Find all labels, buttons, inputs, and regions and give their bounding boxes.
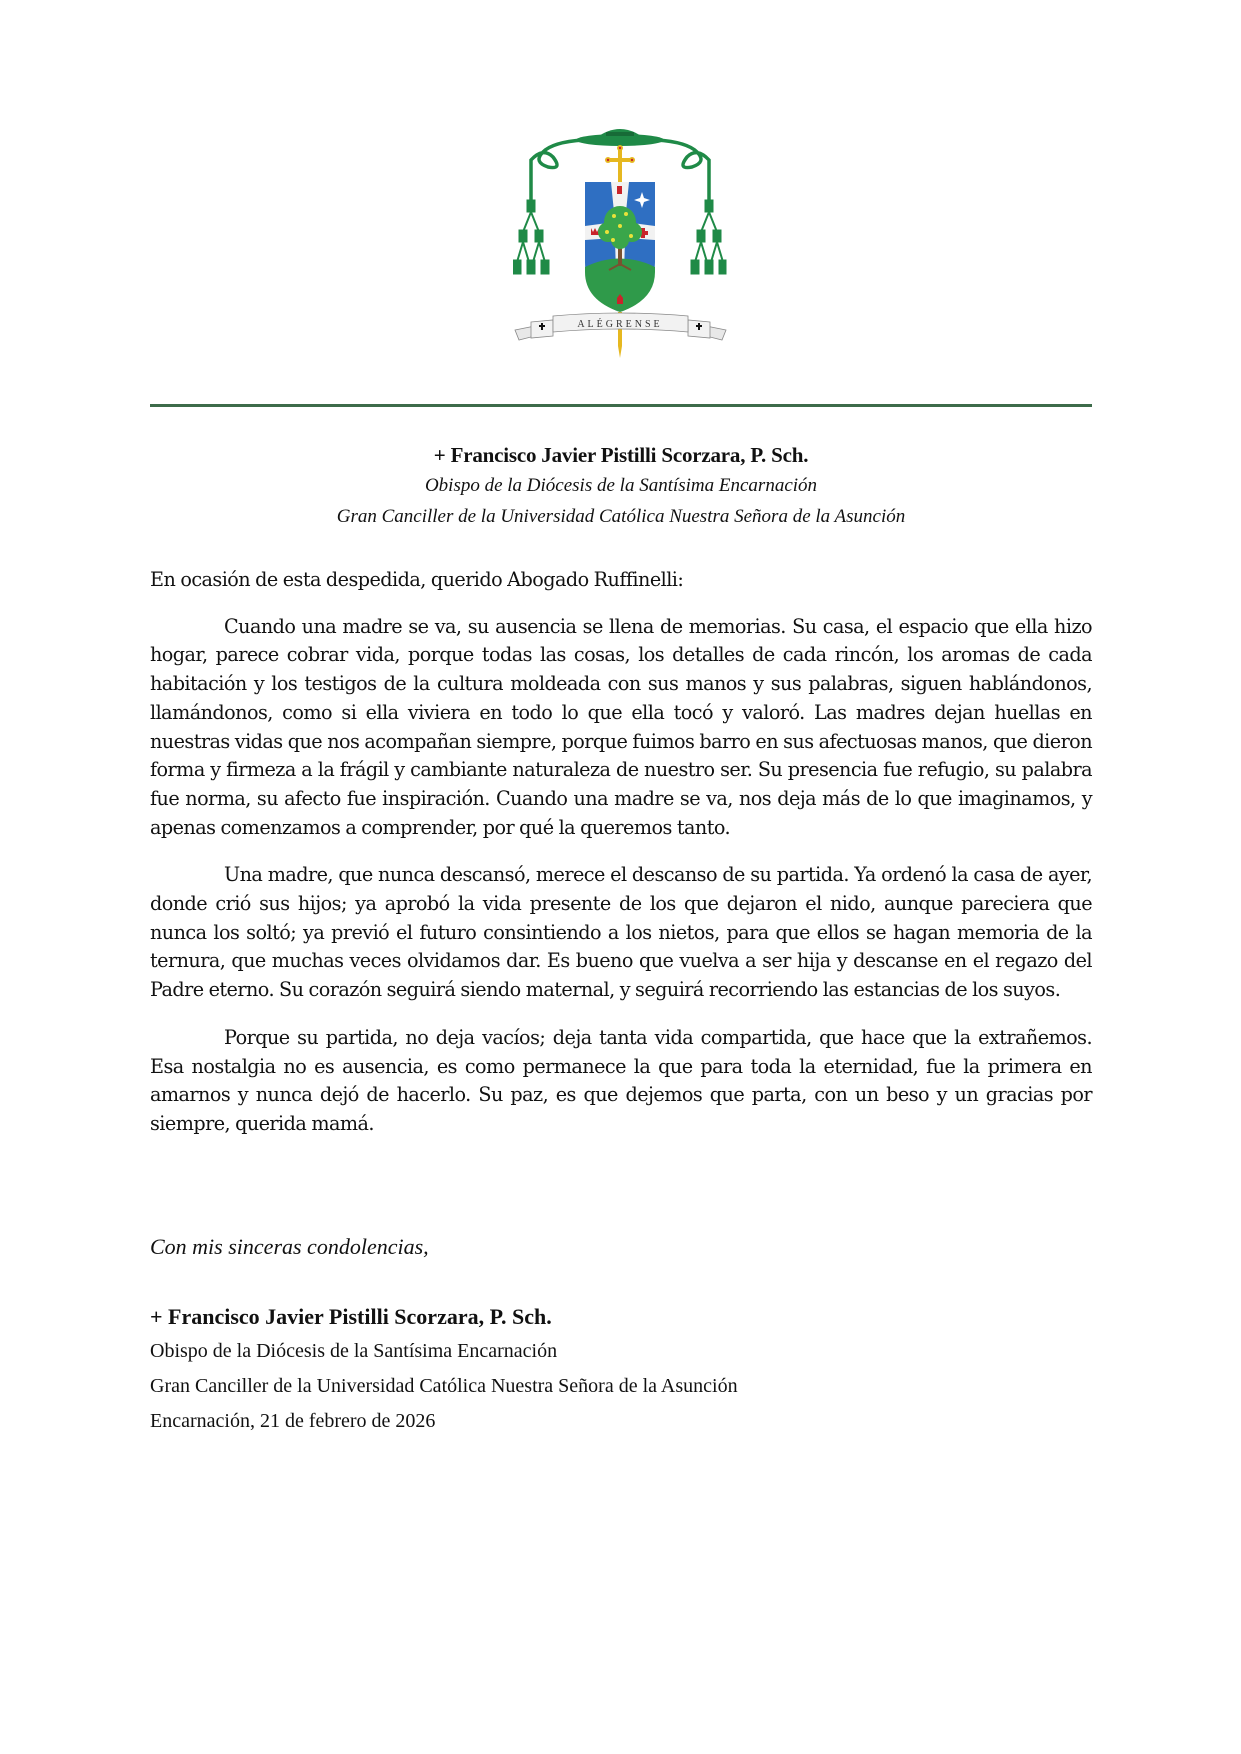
closing: Con mis sinceras condolencias,	[150, 1234, 429, 1259]
signature-block	[150, 1300, 738, 1439]
crest-motto: ALÉGRENSE	[577, 319, 663, 330]
signature-name: + Francisco Javier Pistilli Scorzara, P. Sch.	[150, 1304, 552, 1329]
header-divider	[150, 404, 1092, 407]
coat-of-arms-icon	[513, 122, 728, 362]
letterhead-role-chancellor: Gran Canciller de la Universidad Católica Nuestra Señora de la Asunción	[336, 506, 906, 527]
salutation: En ocasión de esta despedida, querido Abogado Ruffinelli:	[150, 568, 684, 591]
letter-body	[150, 566, 1092, 1158]
paragraph-2: Una madre, que nunca descansó, merece el descanso de su partida. Ya ordenó la casa de ayer, donde crió sus hijos; ya aprobó la vida presente de los que dejaron el nido, aunque pareciera que nunca los soltó; ya previó el futuro consintiendo a los nietos, para que ellos se hagan memoria de la ternura, que muchas veces olvidamos dar. Es bueno que vuelva a ser hija y descanse en el regazo del Padre eterno. Su corazón seguirá siendo maternal, y seguirá recorriendo las estancias de los suyos.	[150, 863, 1092, 1002]
letterhead-role-bishop: Obispo de la Diócesis de la Santísima Encarnación	[424, 475, 818, 496]
paragraph-1: Cuando una madre se va, su ausencia se llena de memorias. Su casa, el espacio que ella hizo hogar, parece cobrar vida, porque todas las cosas, los detalles de cada rincón, los aromas de cada habitación y los testigos de la cultura moldeada con sus manos y sus palabras, siguen hablándonos, llamándonos, como si ella viviera en todo lo que ella tocó y valoró. Las madres dejan huellas en nuestras vidas que nos acompañan siempre, porque fuimos barro en sus afectuosas manos, que dieron forma y firmeza a la frágil y cambiante naturaleza de nuestro ser. Su presencia fue refugio, su palabra fue norma, su afecto fue inspiración. Cuando una madre se va, nos deja más de lo que imaginamos, y apenas comenzamos a comprender, por qué la queremos tanto.	[150, 614, 1092, 839]
signature-role-chancellor: Gran Canciller de la Universidad Católica Nuestra Señora de la Asunción	[150, 1375, 738, 1397]
paragraph-3: Porque su partida, no deja vacíos; deja tanta vida compartida, que hace que la extrañemos. Esa nostalgia no es ausencia, es como permanece la que para toda la eternidad, fue la primera en amarnos y nunca dejó de hacerlo. Su paz, es que dejemos que parta, con un beso y un gracias por siempre, querida mamá.	[150, 1025, 1092, 1135]
signature-role-bishop: Obispo de la Diócesis de la Santísima Encarnación	[150, 1340, 558, 1362]
letterhead	[150, 440, 1092, 532]
signature-place-date: Encarnación, 21 de febrero de 2026	[150, 1410, 436, 1432]
letterhead-name: + Francisco Javier Pistilli Scorzara, P. Sch.	[433, 443, 809, 467]
